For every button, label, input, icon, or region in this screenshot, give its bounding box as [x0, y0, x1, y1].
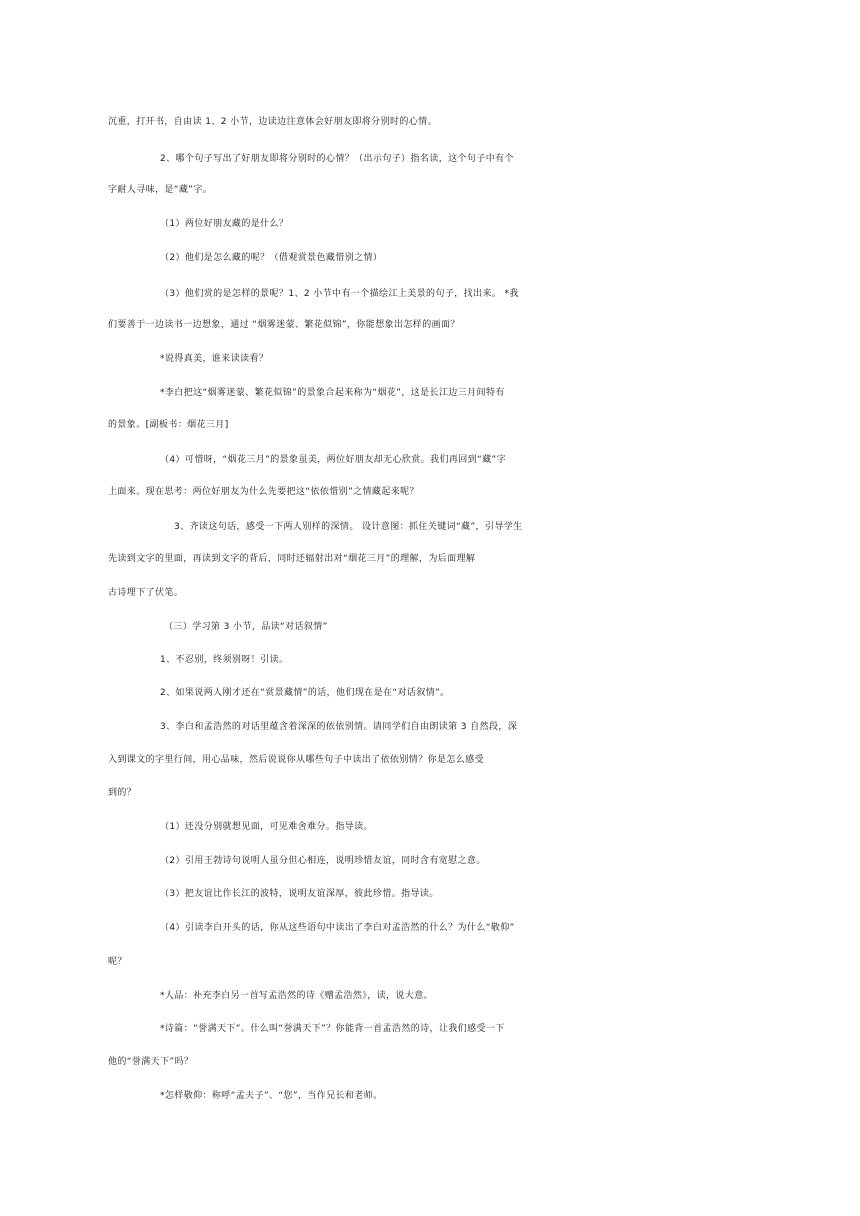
text-line: 先读到文字的里面，再读到文字的背后，同时还辐射出对“烟花三月”的理解，为后面理解	[108, 554, 476, 564]
text-line: （2）他们是怎么藏的呢？（借观赏景色藏惜别之情）	[160, 253, 383, 263]
text-line: 他的“誉满天下”吗？	[108, 1057, 194, 1067]
text-line: *怎样敬仰：称呼“孟夫子”、“您”，当作兄长和老师。	[160, 1091, 383, 1101]
text-line: 入到课文的字里行间，用心品味，然后说说你从哪些句子中读出了依依别情？你是怎么感受	[108, 755, 485, 765]
text-line: 3、李白和孟浩然的对话里蕴含着深深的依依别情。请同学们自由朗读第 3 自然段，深	[160, 722, 518, 732]
text-line: 们要善于一边读书一边想象，通过 “烟雾迷蒙、繁花似锦”，你能想象出怎样的画面？	[108, 320, 460, 330]
text-line: （4）引读李白开头的话，你从这些语句中读出了李白对孟浩然的什么？为什么“敬仰”	[160, 923, 515, 933]
text-line: *诗篇：“誉满天下”。什么叫“誉满天下”？你能背一首孟浩然的诗，让我们感受一下	[160, 1024, 505, 1034]
text-line: （3）把友谊比作长江的波特，说明友谊深厚，彼此珍惜。指导读。	[160, 889, 439, 899]
text-line: （1）两位好朋友藏的是什么？	[160, 219, 289, 229]
section-heading: （三）学习第 3 小节，品读“对话叙情”	[164, 622, 328, 632]
text-line: 2、哪个句子写出了好朋友即将分别时的心情？（出示句子）指名读，这个句子中有个	[160, 154, 514, 164]
text-line: （4）可惜呀，“烟花三月”的景象虽美，两位好朋友却无心欣赏。我们再回到“藏”字	[160, 455, 506, 465]
text-line: 1、不忍别，终须别呀！引读。	[160, 655, 289, 665]
text-line: 呢？	[108, 957, 127, 967]
text-line: 的景象。[副板书：烟花三月]	[108, 420, 229, 430]
text-line: 上面来。现在思考：两位好朋友为什么先要把这“依依惜别”之情藏起来呢？	[108, 487, 419, 497]
text-line: 字耐人寻味，是“藏”字。	[108, 185, 213, 195]
text-line: 2、如果说两人刚才还在“赏景藏情”的话，他们现在是在“对话叙情”。	[160, 688, 450, 698]
text-line: （1）还没分别就想见面，可见难舍难分。指导读。	[160, 822, 373, 832]
text-line: （3）他们赏的是怎样的景呢？1、2 小节中有一个描绘江上美景的句子，找出来。 *我	[160, 289, 519, 299]
text-line: *说得真美，谁来读读看？	[160, 354, 269, 364]
text-line: 沉重，打开书，自由读 1、2 小节，边读边注意体会好朋友即将分别时的心情。	[108, 117, 437, 127]
text-line: 到的？	[108, 788, 137, 798]
text-line: 3、齐读这句话，感受一下两人别样的深情。 设计意图：抓住关键词“藏”，引导学生	[174, 522, 523, 532]
text-line: （2）引用王勃诗句说明人虽分但心相连，说明珍惜友谊，同时含有宽慰之意。	[160, 856, 486, 866]
text-line: 古诗埋下了伏笔。	[108, 588, 184, 598]
text-line: *人品：补充李白另一首写孟浩然的诗《赠孟浩然》，读，说大意。	[160, 991, 434, 1001]
text-line: *李白把这“烟雾迷蒙、繁花似锦”的景象合起来称为“烟花”，这是长江边三月间特有	[160, 388, 505, 398]
